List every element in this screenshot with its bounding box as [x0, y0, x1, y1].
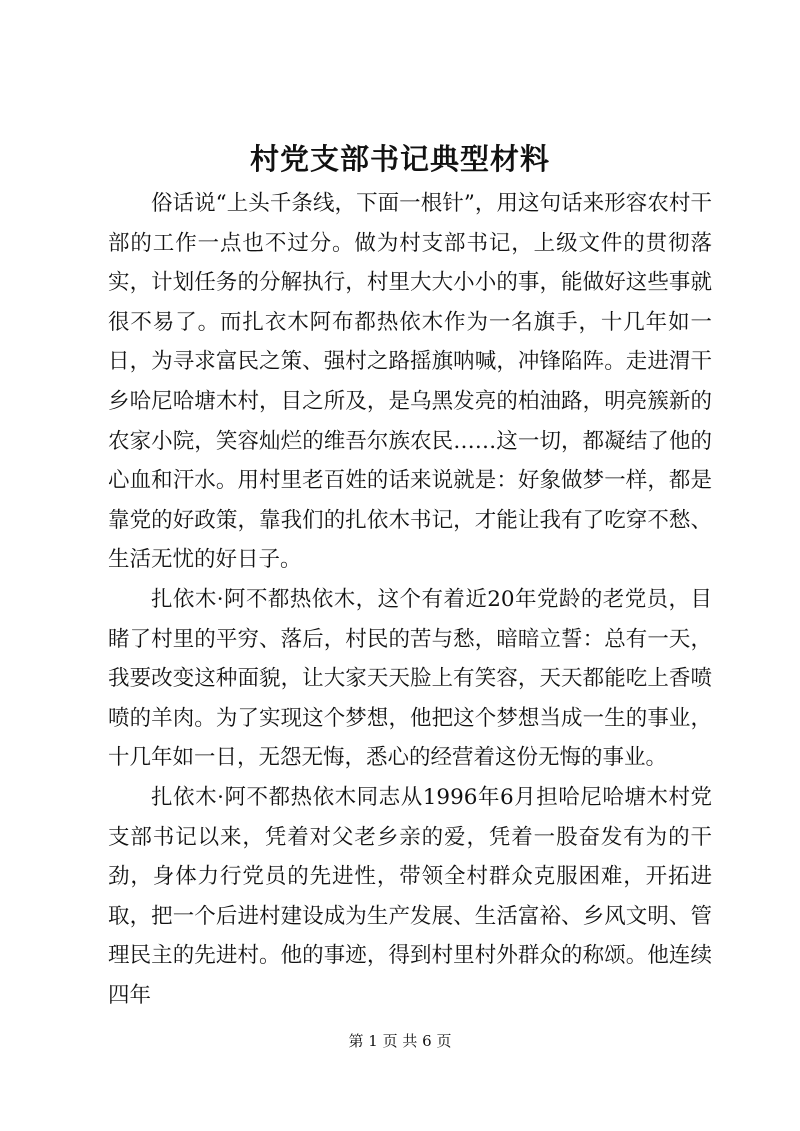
document-body — [108, 184, 712, 1015]
paragraph: 俗话说“上头千条线，下面一根针”，用这句话来形容农村干部的工作一点也不过分。做为村支部书记，上级文件的贯彻落实，计划任务的分解执行，村里大大小小的事，能做好这些事就很不易了。而扎衣木阿布都热依木作为一名旗手，十几年如一日，为寻求富民之策、强村之路摇旗呐喊，冲锋陷阵。走进渭干乡哈尼哈塘木村，目之所及，是乌黑发亮的柏油路，明亮簇新的农家小院，笑容灿烂的维吾尔族农民……这一切，都凝结了他的心血和汗水。用村里老百姓的话来说就是：好象做梦一样，都是靠党的好政策，靠我们的扎依木书记，才能让我有了吃穿不愁、生活无忧的好日子。 — [108, 191, 712, 573]
document-title: 村党支部书记典型材料 — [249, 142, 550, 176]
paragraph: 扎依木·阿不都热依木同志从1996年6月担哈尼哈塘木村党支部书记以来，凭着对父老乡亲的爱，凭着一股奋发有为的干劲，身体力行党员的先进性，带领全村群众克服困难，开拓进取，把一个后进村建设成为生产发展、生活富裕、乡风文明、管理民主的先进村。他的事迹，得到村里村外群众的称颂。他连续四年 — [108, 784, 712, 1008]
page-number-footer: 第 1 页 共 6 页 — [348, 1032, 452, 1050]
paragraph: 扎依木·阿不都热依木，这个有着近20年党龄的老党员，目睹了村里的平穷、落后，村民的苦与愁，暗暗立誓：总有一天，我要改变这种面貌，让大家天天脸上有笑容，天天都能吃上香喷喷的羊肉。为了实现这个梦想，他把这个梦想当成一生的事业，十几年如一日，无怨无悔，悉心的经营着这份无悔的事业。 — [108, 586, 712, 771]
